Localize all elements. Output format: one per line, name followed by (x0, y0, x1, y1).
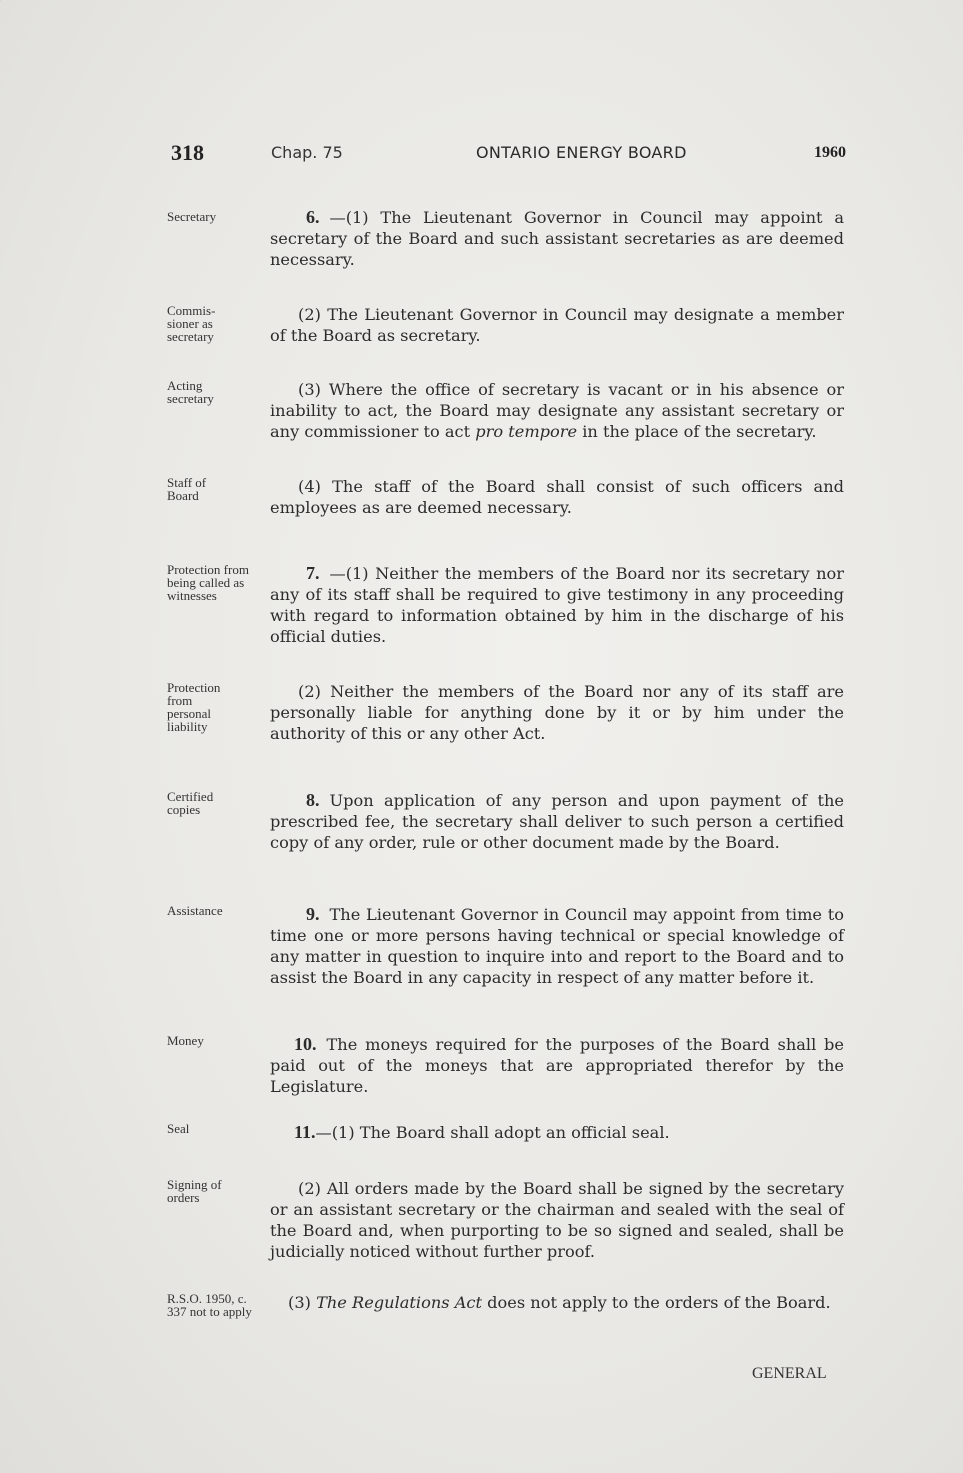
header-title: ONTARIO ENERGY BOARD (476, 143, 687, 162)
section-number: 8. (306, 790, 320, 810)
section-body: —(1) The Lieutenant Governor in Council may appoint a secretary of the Board and such assistant secretaries as are deemed necessary. (270, 208, 844, 269)
margin-note: Assistance (167, 903, 223, 918)
section-text (270, 379, 844, 442)
italic-phrase: pro tempore (475, 422, 578, 441)
section-text (270, 904, 844, 988)
section-body: The moneys required for the purposes of the Board shall be paid out of the moneys that are appropriated therefor by the Legislature. (270, 1035, 844, 1096)
margin-note: Commis-sioner as secretary (167, 303, 216, 344)
margin-note: R.S.O. 1950, c. 337 not to apply (167, 1291, 252, 1319)
section-text (270, 563, 844, 647)
section-body: (2) The Lieutenant Governor in Council may designate a member of the Board as secretary. (270, 305, 844, 345)
section-body: —(1) The Board shall adopt an official seal. (315, 1123, 670, 1142)
section-text (270, 1034, 844, 1097)
section-body: (3) (288, 1293, 317, 1312)
running-header (0, 140, 963, 170)
section-number: 10. (294, 1034, 317, 1054)
section-text (270, 1122, 844, 1143)
section-number: 7. (306, 563, 320, 583)
margin-note: Secretary (167, 209, 217, 224)
margin-note: Protection from personal liability (167, 680, 221, 734)
section-text (270, 304, 844, 346)
section-body: The Lieutenant Governor in Council may appoint from time to time one or more persons having technical or special knowledge of any matter in question to inquire into and report to the Board and to assist the Board in any capacity in respect of any matter before it. (270, 905, 844, 987)
margin-note: Protection from being called as witnesses (167, 562, 249, 603)
section-body: —(1) Neither the members of the Board nor its secretary nor any of its staff shall be required to give testimony in any proceeding with regard to information obtained by him in the discharge of his official duties. (270, 564, 844, 646)
section-body: (3) Where the office of secretary is vacant or in his absence or inability to act, the Board may designate any assistant secretary or any commissioner to act (270, 380, 844, 441)
chapter-label: Chap. 75 (271, 143, 343, 162)
section-text (270, 1292, 844, 1313)
section-text (270, 1178, 844, 1262)
section-body: Upon application of any person and upon payment of the prescribed fee, the secretary shall deliver to such person a certified copy of any order, rule or other document made by the Board. (270, 791, 844, 852)
section-number: 11. (294, 1122, 316, 1142)
section-text (270, 207, 844, 270)
section-text (270, 790, 844, 853)
margin-note: Certified copies (167, 789, 214, 817)
catchword: GENERAL (752, 1365, 827, 1382)
section-body: (2) Neither the members of the Board nor any of its staff are personally liable for anything done by it or by him under the authority of this or any other Act. (270, 682, 844, 743)
section-body: (4) The staff of the Board shall consist of such officers and employees as are deemed necessary. (270, 477, 844, 517)
section-number: 6. (306, 207, 320, 227)
margin-note: Money (167, 1033, 204, 1048)
section-text (270, 681, 844, 744)
section-number: 9. (306, 904, 320, 924)
margin-note: Staff of Board (167, 475, 207, 503)
section-body-end: in the place of the secretary. (577, 422, 817, 441)
section-text (270, 476, 844, 518)
section-body-end: does not apply to the orders of the Board. (481, 1293, 831, 1312)
margin-note: Signing of orders (167, 1177, 222, 1205)
margin-note: Seal (167, 1121, 190, 1136)
corner-mark (0, 0, 31, 40)
header-year: 1960 (814, 144, 846, 161)
page-number: 318 (171, 140, 204, 165)
italic-act-title: The Regulations Act (316, 1293, 482, 1312)
margin-note: Acting secretary (167, 378, 214, 406)
section-body: (2) All orders made by the Board shall be signed by the secretary or an assistant secretary or the chairman and sealed with the seal of the Board and, when purporting to be so signed and sealed, shall be judicially noticed without further proof. (270, 1179, 844, 1261)
